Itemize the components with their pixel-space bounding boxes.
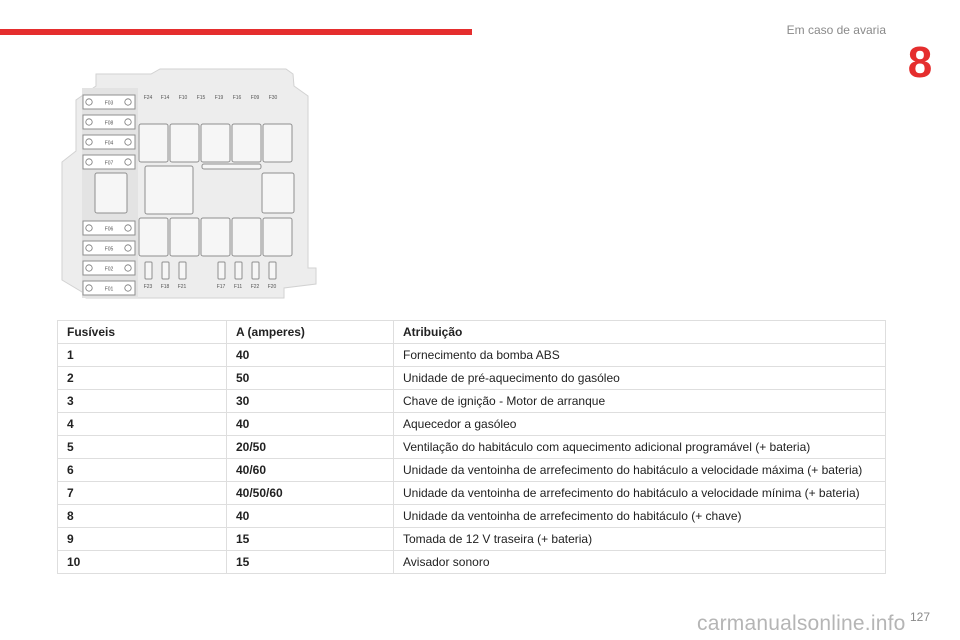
column-header: Atribuição [394,321,886,344]
fuse-number-cell: 6 [58,459,227,482]
assignment-cell: Avisador sonoro [394,551,886,574]
fuse-label: F04 [104,140,114,147]
fuse-number-cell: 7 [58,482,227,505]
fuse-label: F14 [160,95,170,101]
relay-slot [263,124,292,162]
section-title: Em caso de avaria [786,23,886,37]
assignment-cell: Aquecedor a gasóleo [394,413,886,436]
relay-slot [139,124,168,162]
amperage-cell: 15 [227,528,394,551]
assignment-cell: Chave de ignição - Motor de arranque [394,390,886,413]
relay-slot [201,218,230,256]
fuse-label: F23 [143,284,153,290]
table-row [58,482,886,505]
relay-slot [202,164,261,169]
side-fuse [83,241,135,255]
amperage-cell: 40 [227,344,394,367]
fuse-label: F18 [160,284,170,290]
side-fuse [83,115,135,129]
fuse-label: F24 [143,95,153,101]
watermark: carmanualsonline.info [697,612,906,635]
relay-slot [262,173,294,213]
relay-slot [201,124,230,162]
side-fuse [83,261,135,275]
fuse-label: F05 [104,246,114,253]
assignment-cell: Fornecimento da bomba ABS [394,344,886,367]
fuse-number-cell: 9 [58,528,227,551]
page-number: 127 [909,610,930,624]
chapter-number: 8 [907,38,933,87]
fuse-number-cell: 8 [58,505,227,528]
mini-fuse-slot [162,262,169,279]
fuse-label: F08 [104,120,114,127]
table-row [58,413,886,436]
fuse-box-diagram [56,66,318,302]
amperage-cell: 40 [227,505,394,528]
relay-slot [145,166,193,214]
table-row [58,459,886,482]
fuse-label: F20 [267,284,277,290]
fuse-label: F10 [178,95,188,101]
table-row [58,436,886,459]
amperage-cell: 40 [227,413,394,436]
mini-fuse-slot [179,262,186,279]
table-row [58,344,886,367]
table-row [58,390,886,413]
relay-slot [232,218,261,256]
fuse-label: F21 [177,284,187,290]
relay-slot [170,218,199,256]
fuse-number-cell: 4 [58,413,227,436]
fuse-number-cell: 3 [58,390,227,413]
fuse-label: F30 [268,95,278,101]
table-row [58,551,886,574]
column-header: Fusíveis [58,321,227,344]
assignment-cell: Ventilação do habitáculo com aquecimento adicional programável (+ bateria) [394,436,886,459]
assignment-cell: Unidade da ventoinha de arrefecimento do habitáculo a velocidade mínima (+ bateria) [394,482,886,505]
table-row [58,505,886,528]
relay-slot [232,124,261,162]
amperage-cell: 40/50/60 [227,482,394,505]
fuse-label: F03 [104,100,114,107]
fuse-label: F17 [216,284,226,290]
side-fuse [83,281,135,295]
mini-fuse-slot [235,262,242,279]
header-accent-bar [0,29,472,35]
fuse-number-cell: 1 [58,344,227,367]
column-header: A (amperes) [227,321,394,344]
fuse-number-cell: 5 [58,436,227,459]
fuse-number-cell: 10 [58,551,227,574]
fuse-table [57,320,886,574]
fuse-label: F11 [233,284,243,290]
amperage-cell: 30 [227,390,394,413]
relay-slot [170,124,199,162]
fuse-label: F01 [104,286,114,293]
mini-fuse-slot [145,262,152,279]
fuse-label: F15 [196,95,206,101]
side-fuse [83,155,135,169]
fuse-label: F07 [104,160,114,167]
fuse-label: F02 [104,266,114,273]
mini-fuse-slot [269,262,276,279]
assignment-cell: Tomada de 12 V traseira (+ bateria) [394,528,886,551]
amperage-cell: 50 [227,367,394,390]
amperage-cell: 40/60 [227,459,394,482]
side-fuse [83,95,135,109]
amperage-cell: 20/50 [227,436,394,459]
side-fuse [83,135,135,149]
amperage-cell: 15 [227,551,394,574]
relay-slot [139,218,168,256]
assignment-cell: Unidade de pré-aquecimento do gasóleo [394,367,886,390]
mini-fuse-slot [252,262,259,279]
relay-slot [263,218,292,256]
relay-slot [95,173,127,213]
assignment-cell: Unidade da ventoinha de arrefecimento do habitáculo a velocidade máxima (+ bateria) [394,459,886,482]
fuse-label: F09 [250,95,260,101]
table-row [58,528,886,551]
side-fuse [83,221,135,235]
assignment-cell: Unidade da ventoinha de arrefecimento do habitáculo (+ chave) [394,505,886,528]
fuse-number-cell: 2 [58,367,227,390]
fuse-label: F06 [104,226,114,233]
table-row [58,367,886,390]
fuse-label: F19 [214,95,224,101]
fuse-label: F16 [232,95,242,101]
mini-fuse-slot [218,262,225,279]
fuse-label: F22 [250,284,260,290]
table-header-row [58,321,886,344]
